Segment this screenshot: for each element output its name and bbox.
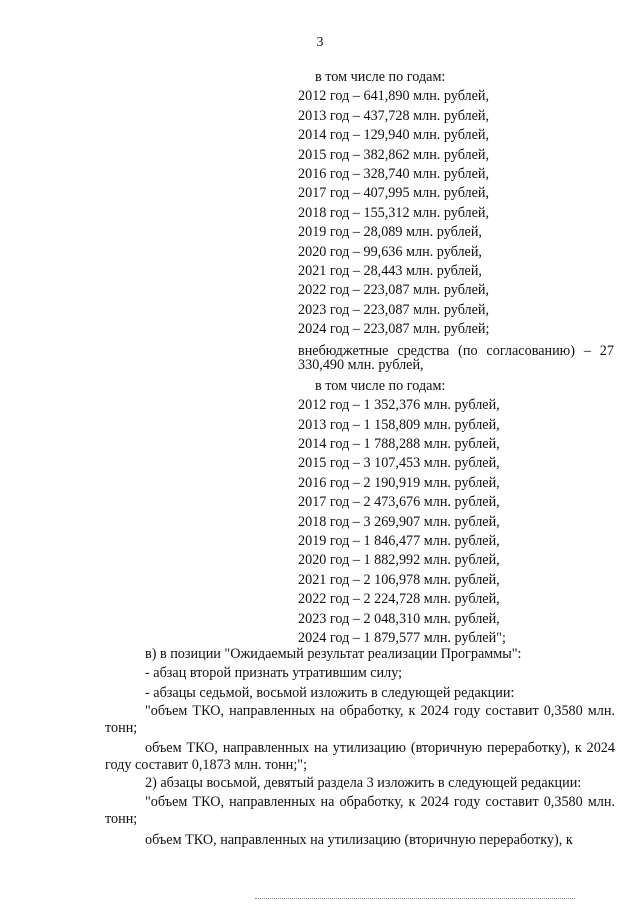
- extrabudget-year-line: 2015 год – 3 107,453 млн. рублей,: [298, 455, 500, 472]
- extrabudget-year-line: 2021 год – 2 106,978 млн. рублей,: [298, 571, 500, 588]
- paragraph-section-3: 2) абзацы восьмой, девятый раздела 3 изложить в следующей редакции:: [145, 775, 582, 792]
- extrabudget-year-line: 2019 год – 1 846,477 млн. рублей,: [298, 532, 500, 549]
- budget-years-heading: в том числе по годам:: [315, 69, 446, 85]
- extrabudget-year-line: 2012 год – 1 352,376 млн. рублей,: [298, 397, 500, 414]
- budget-year-line: 2021 год – 28,443 млн. рублей,: [298, 263, 482, 280]
- budget-year-line: 2015 год – 382,862 млн. рублей,: [298, 146, 490, 163]
- extrabudget-year-line: 2024 год – 1 879,577 млн. рублей";: [298, 629, 506, 646]
- page-bottom-rule: [255, 898, 575, 899]
- paragraph-tko-recycling: объем ТКО, направленных на утилизацию (вторичную переработку), к 2024 году составит 0,1873 млн. тонн;";: [105, 740, 615, 774]
- budget-years-list: [298, 87, 618, 339]
- budget-year-line: 2019 год – 28,089 млн. рублей,: [298, 224, 482, 241]
- budget-by-year-block: [298, 68, 618, 648]
- paragraph-position: в) в позиции "Ожидаемый результат реализации Программы":: [145, 646, 522, 662]
- budget-year-line: 2012 год – 641,890 млн. рублей,: [298, 88, 490, 105]
- paragraph-abzacy: - абзацы седьмой, восьмой изложить в следующей редакции:: [145, 684, 515, 701]
- budget-year-line: 2018 год – 155,312 млн. рублей,: [298, 204, 490, 221]
- extrabudget-year-line: 2016 год – 2 190,919 млн. рублей,: [298, 474, 500, 491]
- budget-year-line: 2017 год – 407,995 млн. рублей,: [298, 185, 490, 202]
- extrabudget-years-heading: в том числе по годам:: [315, 377, 446, 394]
- budget-year-line: 2020 год – 99,636 млн. рублей,: [298, 243, 482, 260]
- extrabudget-title: внебюджетные средства (по согласованию) – 27 330,490 млн. рублей,: [298, 342, 614, 373]
- extrabudget-year-line: 2017 год – 2 473,676 млн. рублей,: [298, 494, 500, 511]
- extrabudget-year-line: 2023 год – 2 048,310 млн. рублей,: [298, 610, 500, 627]
- budget-year-line: 2022 год – 223,087 млн. рублей,: [298, 282, 490, 299]
- amendment-text: [105, 645, 615, 850]
- budget-year-line: 2014 год – 129,940 млн. рублей,: [298, 127, 490, 144]
- extrabudget-year-line: 2018 год – 3 269,907 млн. рублей,: [298, 513, 500, 530]
- paragraph-tko-processing: "объем ТКО, направленных на обработку, к 2024 году составит 0,3580 млн. тонн;: [105, 703, 615, 737]
- paragraph-tko-processing-2: "объем ТКО, направленных на обработку, к 2024 году составит 0,3580 млн. тонн;: [105, 793, 615, 827]
- extrabudget-year-line: 2020 год – 1 882,992 млн. рублей,: [298, 552, 500, 569]
- extrabudget-year-line: 2013 год – 1 158,809 млн. рублей,: [298, 416, 500, 433]
- extrabudget-year-line: 2022 год – 2 224,728 млн. рублей,: [298, 591, 500, 608]
- budget-year-line: 2013 год – 437,728 млн. рублей,: [298, 107, 490, 124]
- extrabudget-years-list: [298, 396, 618, 648]
- budget-year-line: 2024 год – 223,087 млн. рублей;: [298, 321, 490, 338]
- budget-year-line: 2023 год – 223,087 млн. рублей,: [298, 301, 490, 318]
- paragraph-abzac-second: - абзац второй признать утратившим силу;: [145, 665, 403, 682]
- budget-year-line: 2016 год – 328,740 млн. рублей,: [298, 166, 490, 183]
- paragraph-tko-recycling-2: объем ТКО, направленных на утилизацию (вторичную переработку), к: [145, 831, 573, 848]
- page-number: 3: [316, 35, 324, 50]
- extrabudget-year-line: 2014 год – 1 788,288 млн. рублей,: [298, 435, 500, 452]
